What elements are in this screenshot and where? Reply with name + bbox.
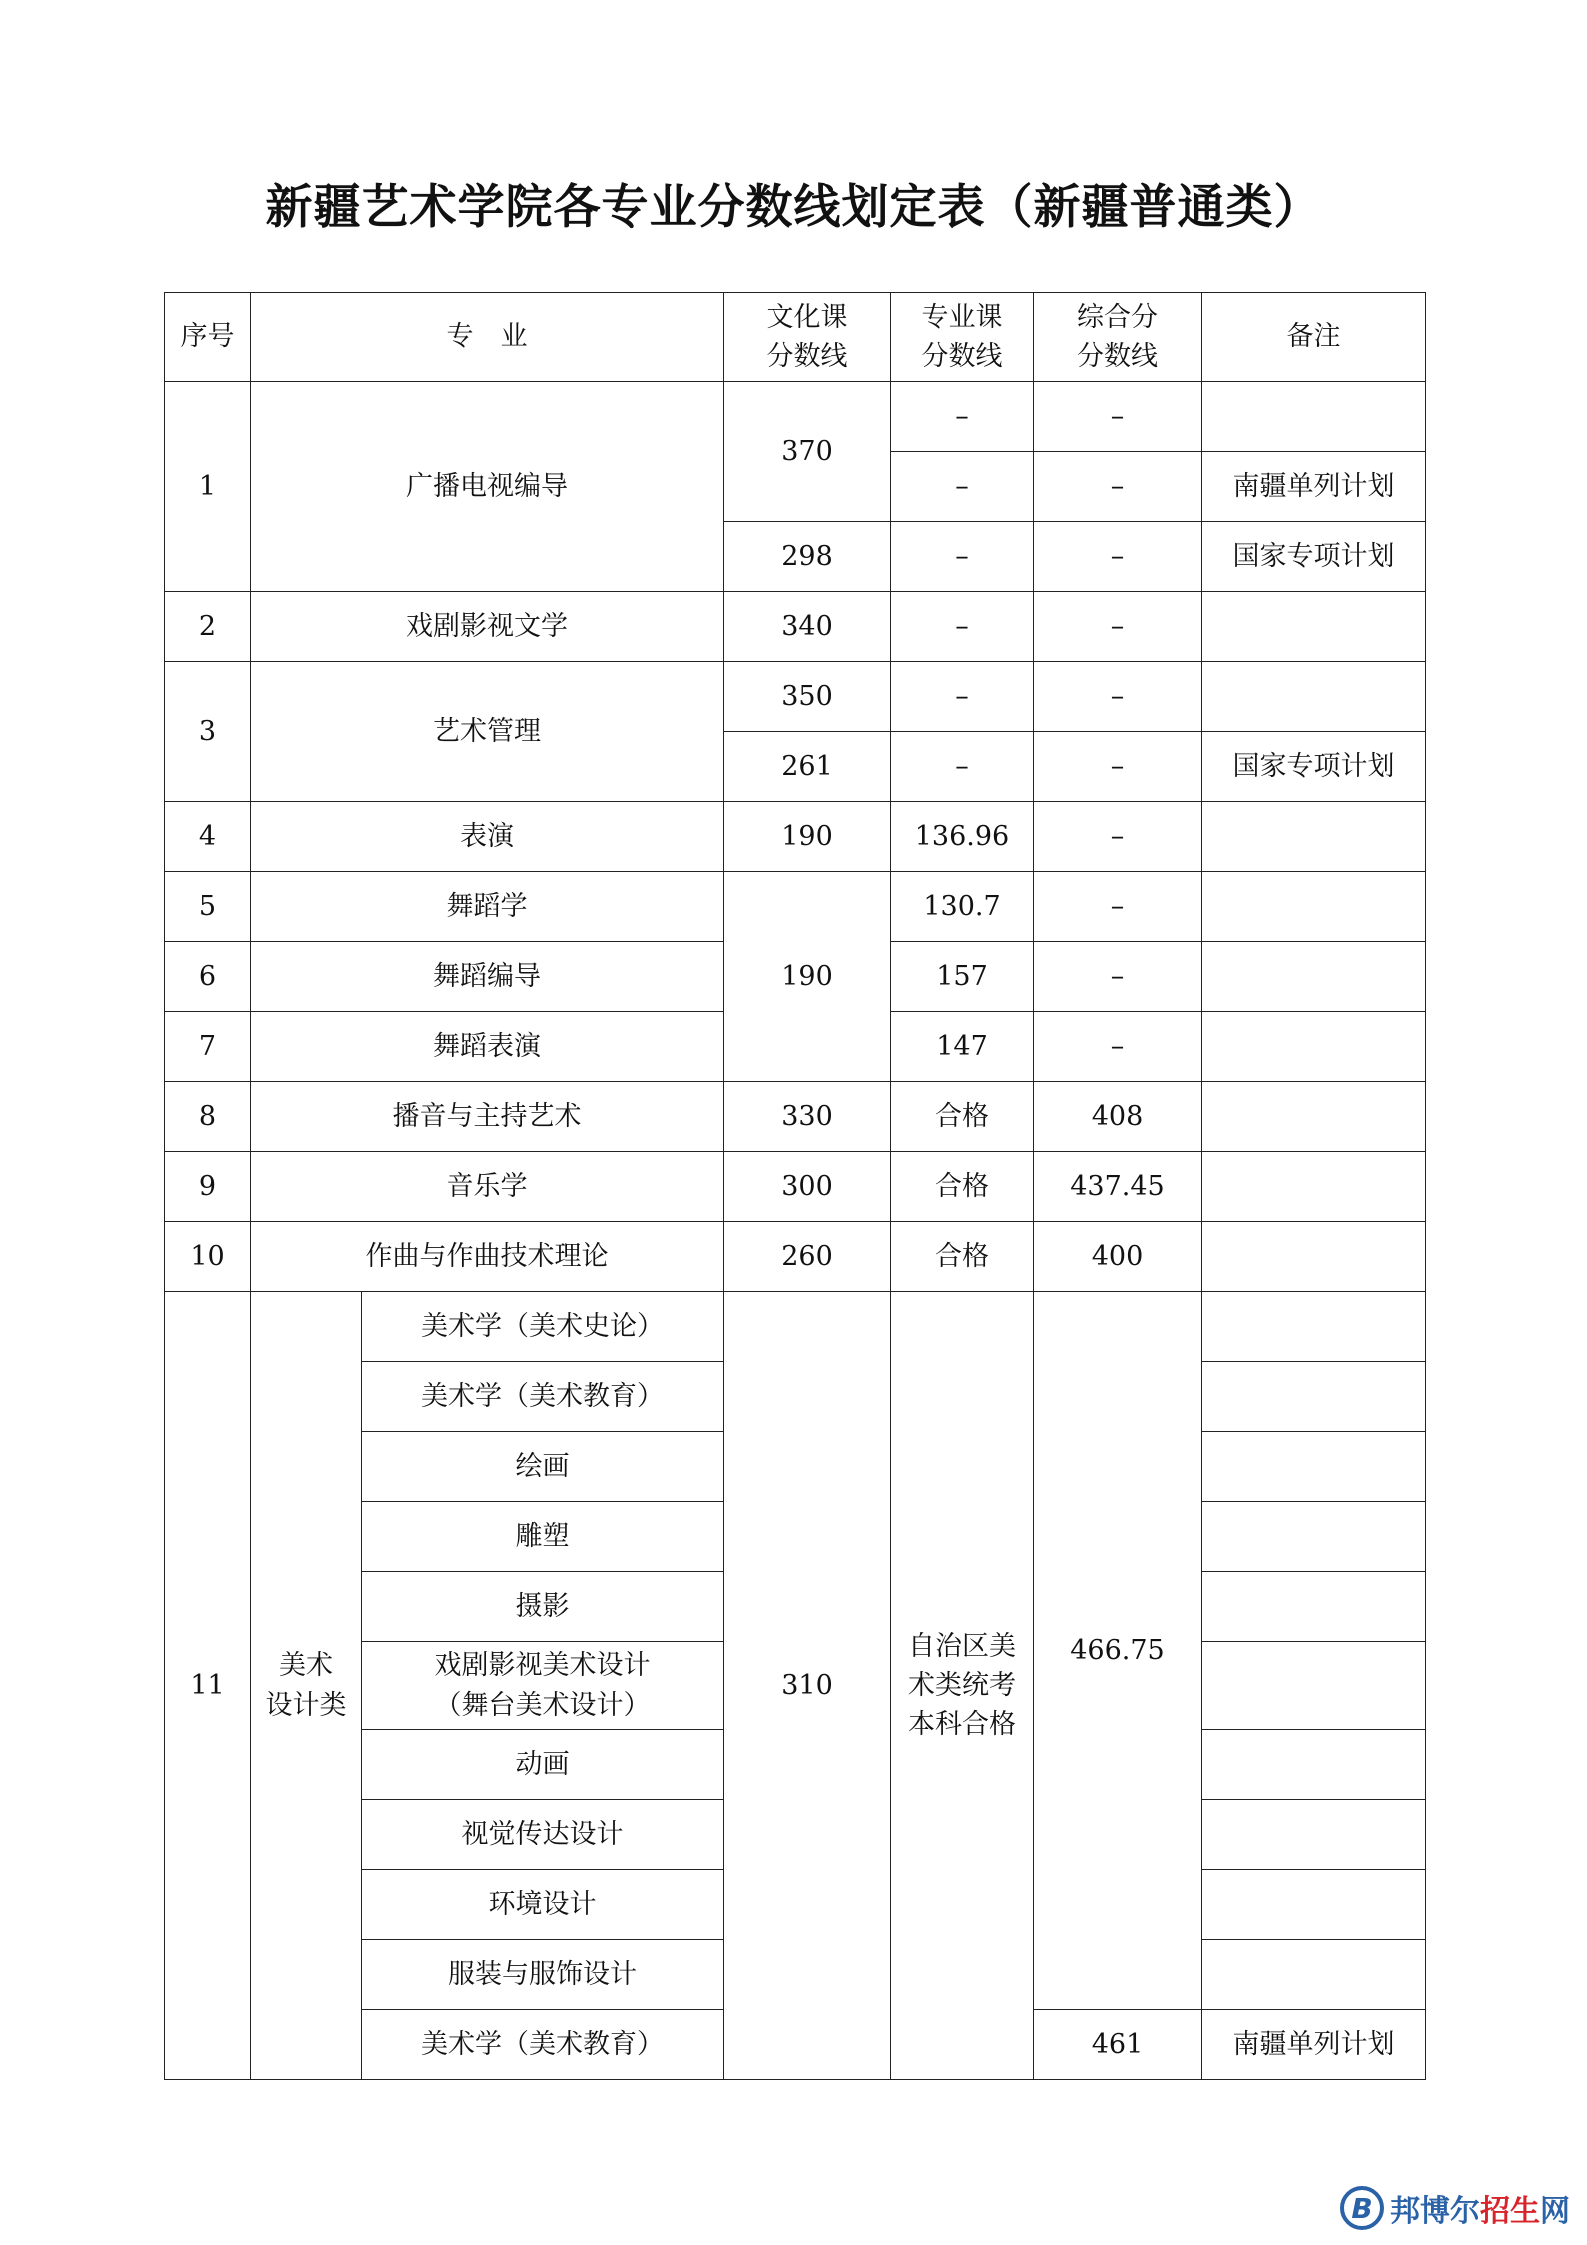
score-table <box>164 292 1426 2080</box>
note-cell <box>1202 1870 1426 1940</box>
table-row <box>165 592 1426 662</box>
prof-cell: – <box>891 732 1034 802</box>
note-cell <box>1202 1362 1426 1432</box>
prof-cell: – <box>891 592 1034 662</box>
prof-cell: – <box>891 382 1034 452</box>
major-cell: 舞蹈学 <box>251 872 724 942</box>
site-name: 邦博尔招生网 <box>1390 2194 1570 2229</box>
seq-cell: 9 <box>165 1152 251 1222</box>
note-cell <box>1202 1082 1426 1152</box>
note-cell <box>1202 382 1426 452</box>
comp-cell: – <box>1034 522 1202 592</box>
culture-cell: 298 <box>724 522 891 592</box>
table-row <box>165 1082 1426 1152</box>
note-cell <box>1202 1502 1426 1572</box>
note-cell <box>1202 1572 1426 1642</box>
table-row <box>165 1292 1426 1362</box>
note-cell <box>1202 1292 1426 1362</box>
major-cell: 广播电视编导 <box>251 382 724 592</box>
note-cell <box>1202 1012 1426 1082</box>
major-cell: 艺术管理 <box>251 662 724 802</box>
sub-major-cell: 服装与服饰设计 <box>362 1940 724 2010</box>
prof-cell: 合格 <box>891 1152 1034 1222</box>
prof-cell: 130.7 <box>891 872 1034 942</box>
seq-cell: 7 <box>165 1012 251 1082</box>
prof-cell: 自治区美 术类统考 本科合格 <box>891 1292 1034 2080</box>
note-cell <box>1202 1800 1426 1870</box>
prof-cell: – <box>891 452 1034 522</box>
seq-cell: 6 <box>165 942 251 1012</box>
culture-cell: 190 <box>724 872 891 1082</box>
major-cell: 戏剧影视文学 <box>251 592 724 662</box>
comp-cell: 400 <box>1034 1222 1202 1292</box>
site-logo-icon: B <box>1340 2186 1384 2230</box>
table-row <box>165 872 1426 942</box>
seq-cell: 2 <box>165 592 251 662</box>
culture-cell: 310 <box>724 1292 891 2080</box>
culture-cell: 300 <box>724 1152 891 1222</box>
culture-cell: 330 <box>724 1082 891 1152</box>
sub-major-cell: 雕塑 <box>362 1502 724 1572</box>
sub-major-cell: 戏剧影视美术设计 （舞台美术设计） <box>362 1642 724 1730</box>
note-cell: 南疆单列计划 <box>1202 2010 1426 2080</box>
comp-cell: – <box>1034 942 1202 1012</box>
sub-major-cell: 视觉传达设计 <box>362 1800 724 1870</box>
major-cell: 舞蹈表演 <box>251 1012 724 1082</box>
header-culture: 文化课 分数线 <box>724 293 891 382</box>
seq-cell: 10 <box>165 1222 251 1292</box>
sub-major-cell: 美术学（美术教育） <box>362 1362 724 1432</box>
table-row <box>165 662 1426 732</box>
note-cell <box>1202 1152 1426 1222</box>
culture-cell: 260 <box>724 1222 891 1292</box>
prof-cell: 147 <box>891 1012 1034 1082</box>
note-cell <box>1202 1642 1426 1730</box>
comp-cell: – <box>1034 662 1202 732</box>
culture-cell: 370 <box>724 382 891 522</box>
comp-cell: 466.75 <box>1034 1292 1202 2010</box>
sub-major-cell: 环境设计 <box>362 1870 724 1940</box>
header-note: 备注 <box>1202 293 1426 382</box>
table-row <box>165 802 1426 872</box>
note-cell <box>1202 1222 1426 1292</box>
comp-cell: – <box>1034 592 1202 662</box>
comp-cell: – <box>1034 732 1202 802</box>
note-cell <box>1202 802 1426 872</box>
note-cell: 国家专项计划 <box>1202 732 1426 802</box>
comp-cell: – <box>1034 802 1202 872</box>
prof-cell: 合格 <box>891 1222 1034 1292</box>
comp-cell: – <box>1034 452 1202 522</box>
group-cell: 美术 设计类 <box>251 1292 362 2080</box>
header-major: 专 业 <box>251 293 724 382</box>
major-cell: 作曲与作曲技术理论 <box>251 1222 724 1292</box>
header-seq: 序号 <box>165 293 251 382</box>
sub-major-cell: 摄影 <box>362 1572 724 1642</box>
header-professional: 专业课 分数线 <box>891 293 1034 382</box>
culture-cell: 190 <box>724 802 891 872</box>
prof-cell: 157 <box>891 942 1034 1012</box>
note-cell <box>1202 1940 1426 2010</box>
major-cell: 表演 <box>251 802 724 872</box>
note-cell <box>1202 872 1426 942</box>
note-cell <box>1202 592 1426 662</box>
major-cell: 音乐学 <box>251 1152 724 1222</box>
note-cell: 国家专项计划 <box>1202 522 1426 592</box>
note-cell <box>1202 1730 1426 1800</box>
header-composite: 综合分 分数线 <box>1034 293 1202 382</box>
seq-cell: 3 <box>165 662 251 802</box>
seq-cell: 4 <box>165 802 251 872</box>
seq-cell: 1 <box>165 382 251 592</box>
prof-cell: 136.96 <box>891 802 1034 872</box>
page-title: 新疆艺术学院各专业分数线划定表（新疆普通类） <box>265 180 1322 235</box>
table-row <box>165 1222 1426 1292</box>
table-row <box>165 1152 1426 1222</box>
seq-cell: 8 <box>165 1082 251 1152</box>
culture-cell: 261 <box>724 732 891 802</box>
culture-cell: 350 <box>724 662 891 732</box>
seq-cell: 11 <box>165 1292 251 2080</box>
site-watermark <box>1340 2180 1580 2236</box>
major-cell: 舞蹈编导 <box>251 942 724 1012</box>
sub-major-cell: 美术学（美术教育） <box>362 2010 724 2080</box>
comp-cell: 461 <box>1034 2010 1202 2080</box>
prof-cell: – <box>891 662 1034 732</box>
major-cell: 播音与主持艺术 <box>251 1082 724 1152</box>
comp-cell: 408 <box>1034 1082 1202 1152</box>
comp-cell: – <box>1034 872 1202 942</box>
note-cell <box>1202 1432 1426 1502</box>
comp-cell: – <box>1034 382 1202 452</box>
note-cell <box>1202 662 1426 732</box>
culture-cell: 340 <box>724 592 891 662</box>
comp-cell: 437.45 <box>1034 1152 1202 1222</box>
note-cell <box>1202 942 1426 1012</box>
header-row <box>165 293 1426 382</box>
prof-cell: – <box>891 522 1034 592</box>
comp-cell: – <box>1034 1012 1202 1082</box>
prof-cell: 合格 <box>891 1082 1034 1152</box>
note-cell: 南疆单列计划 <box>1202 452 1426 522</box>
sub-major-cell: 绘画 <box>362 1432 724 1502</box>
table-row <box>165 382 1426 452</box>
seq-cell: 5 <box>165 872 251 942</box>
sub-major-cell: 美术学（美术史论） <box>362 1292 724 1362</box>
sub-major-cell: 动画 <box>362 1730 724 1800</box>
